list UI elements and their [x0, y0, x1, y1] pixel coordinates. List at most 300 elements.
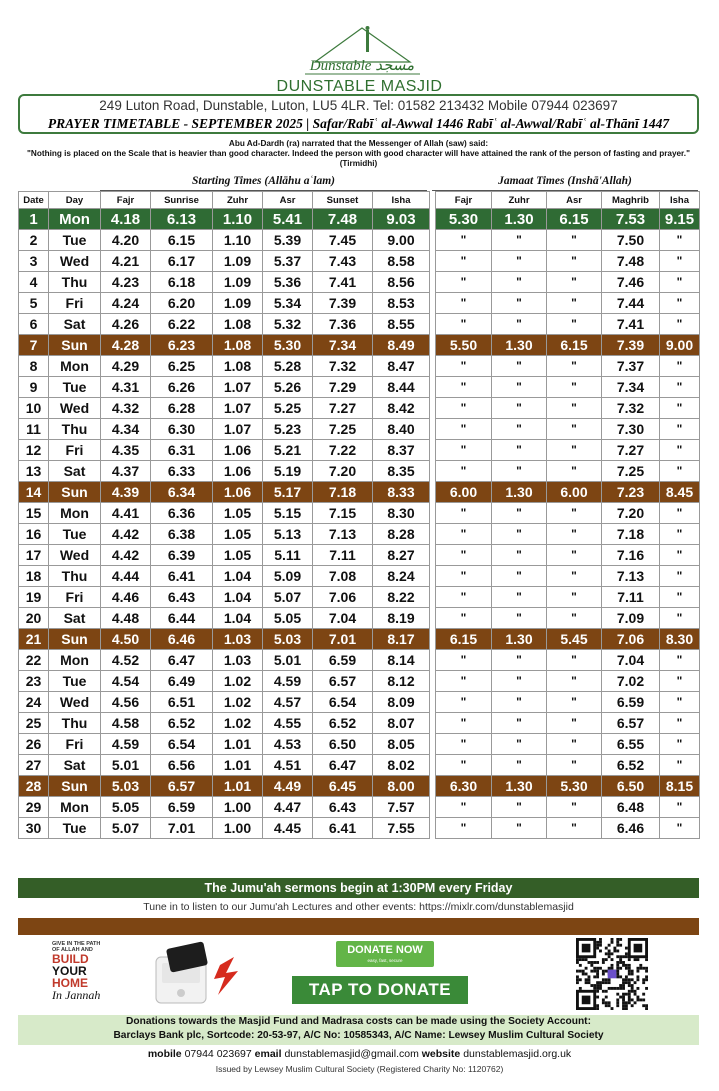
cell-j-zuhr: "	[492, 293, 547, 314]
cell-j-asr: "	[547, 545, 602, 566]
cell-asr: 5.28	[263, 356, 313, 377]
card-terminal-icon	[128, 939, 248, 1009]
cell-j-asr: "	[547, 251, 602, 272]
masjid-name: DUNSTABLE MASJID	[276, 78, 443, 95]
build-small-2: OF ALLAH AND	[52, 947, 93, 953]
cell-sunset: 7.27	[313, 398, 373, 419]
cell-j-fajr: "	[436, 230, 492, 251]
cell-day: Mon	[49, 356, 101, 377]
cell-asr: 5.39	[263, 230, 313, 251]
cell-asr: 5.37	[263, 251, 313, 272]
cell-isha: 8.33	[373, 482, 430, 503]
cell-sunrise: 6.26	[151, 377, 213, 398]
cell-asr: 5.25	[263, 398, 313, 419]
cell-zuhr: 1.08	[213, 335, 263, 356]
cell-zuhr: 1.04	[213, 587, 263, 608]
cell-j-isha: "	[660, 503, 700, 524]
cell-j-asr: "	[547, 314, 602, 335]
cell-j-maghrib: 7.37	[602, 356, 660, 377]
cell-day: Thu	[49, 713, 101, 734]
cell-sunset: 7.45	[313, 230, 373, 251]
cell-isha: 8.40	[373, 419, 430, 440]
table-row	[19, 503, 700, 524]
col-asr: Asr	[263, 192, 313, 209]
cell-j-fajr: "	[436, 293, 492, 314]
cell-day: Wed	[49, 398, 101, 419]
cell-fajr: 4.58	[101, 713, 151, 734]
cell-sunrise: 6.28	[151, 398, 213, 419]
cell-j-fajr: "	[436, 377, 492, 398]
cell-isha: 8.24	[373, 566, 430, 587]
cell-j-isha: "	[660, 356, 700, 377]
cell-fajr: 4.42	[101, 524, 151, 545]
cell-asr: 5.21	[263, 440, 313, 461]
cell-date: 6	[19, 314, 49, 335]
cell-j-isha: 8.30	[660, 629, 700, 650]
table-row	[19, 734, 700, 755]
cell-j-fajr: "	[436, 398, 492, 419]
cell-isha: 8.47	[373, 356, 430, 377]
cell-date: 30	[19, 818, 49, 839]
cell-j-isha: "	[660, 713, 700, 734]
cell-sunset: 6.45	[313, 776, 373, 797]
cell-j-asr: "	[547, 503, 602, 524]
cell-sunset: 7.43	[313, 251, 373, 272]
cell-sunrise: 6.23	[151, 335, 213, 356]
cell-j-fajr: 5.30	[436, 209, 492, 230]
cell-j-zuhr: "	[492, 797, 547, 818]
mosque-logo-icon	[300, 22, 425, 82]
cell-zuhr: 1.05	[213, 524, 263, 545]
cell-j-fajr: 6.00	[436, 482, 492, 503]
bank-account-info	[18, 1015, 699, 1045]
cell-sunset: 6.43	[313, 797, 373, 818]
cell-j-asr: "	[547, 818, 602, 839]
cell-j-isha: 8.15	[660, 776, 700, 797]
cell-sunset: 7.13	[313, 524, 373, 545]
cell-sunset: 7.36	[313, 314, 373, 335]
cell-date: 10	[19, 398, 49, 419]
col-date: Date	[19, 192, 49, 209]
cell-day: Fri	[49, 587, 101, 608]
cell-isha: 8.12	[373, 671, 430, 692]
cell-zuhr: 1.03	[213, 650, 263, 671]
cell-j-fajr: "	[436, 356, 492, 377]
cell-j-asr: "	[547, 755, 602, 776]
cell-j-isha: "	[660, 734, 700, 755]
cell-isha: 8.44	[373, 377, 430, 398]
cell-zuhr: 1.09	[213, 293, 263, 314]
cell-day: Sat	[49, 314, 101, 335]
cell-j-isha: "	[660, 545, 700, 566]
table-header-row	[19, 192, 700, 209]
cell-j-zuhr: "	[492, 440, 547, 461]
cell-j-isha: "	[660, 461, 700, 482]
cell-fajr: 4.31	[101, 377, 151, 398]
cell-day: Mon	[49, 650, 101, 671]
cell-zuhr: 1.02	[213, 692, 263, 713]
cell-asr: 4.47	[263, 797, 313, 818]
cell-zuhr: 1.01	[213, 734, 263, 755]
cell-j-fajr: "	[436, 587, 492, 608]
col-sunset: Sunset	[313, 192, 373, 209]
cell-j-maghrib: 7.06	[602, 629, 660, 650]
cell-j-zuhr: 1.30	[492, 335, 547, 356]
cell-asr: 4.49	[263, 776, 313, 797]
cell-j-asr: 6.00	[547, 482, 602, 503]
cell-sunset: 7.41	[313, 272, 373, 293]
cell-asr: 4.51	[263, 755, 313, 776]
col-jamaat-fajr: Fajr	[436, 192, 492, 209]
cell-zuhr: 1.02	[213, 713, 263, 734]
cell-j-zuhr: "	[492, 398, 547, 419]
cell-day: Sat	[49, 608, 101, 629]
cell-isha: 8.22	[373, 587, 430, 608]
cell-date: 23	[19, 671, 49, 692]
cell-isha: 8.58	[373, 251, 430, 272]
table-row	[19, 692, 700, 713]
masjid-logo	[300, 22, 425, 82]
cell-j-zuhr: "	[492, 251, 547, 272]
cell-j-asr: "	[547, 377, 602, 398]
cell-sunrise: 6.34	[151, 482, 213, 503]
cell-j-asr: "	[547, 356, 602, 377]
contact-line	[0, 1046, 719, 1062]
table-row	[19, 713, 700, 734]
cell-zuhr: 1.08	[213, 314, 263, 335]
cell-sunrise: 6.22	[151, 314, 213, 335]
qr-code-icon	[572, 938, 652, 1010]
cell-date: 9	[19, 377, 49, 398]
cell-isha: 7.57	[373, 797, 430, 818]
cell-zuhr: 1.10	[213, 209, 263, 230]
cell-j-fajr: "	[436, 545, 492, 566]
cell-zuhr: 1.07	[213, 398, 263, 419]
cell-j-isha: "	[660, 314, 700, 335]
cell-j-fajr: "	[436, 314, 492, 335]
cell-date: 24	[19, 692, 49, 713]
cell-j-asr: "	[547, 587, 602, 608]
table-row	[19, 293, 700, 314]
cell-isha: 8.28	[373, 524, 430, 545]
cell-zuhr: 1.04	[213, 566, 263, 587]
issued-by: Issued by Lewsey Muslim Cultural Society (Registered Charity No: 1120762)	[215, 1064, 504, 1074]
cell-zuhr: 1.10	[213, 230, 263, 251]
cell-j-maghrib: 7.25	[602, 461, 660, 482]
cell-asr: 4.45	[263, 818, 313, 839]
cell-j-fajr: 5.50	[436, 335, 492, 356]
col-jamaat-isha: Isha	[660, 192, 700, 209]
cell-zuhr: 1.01	[213, 776, 263, 797]
cell-fajr: 4.41	[101, 503, 151, 524]
table-row	[19, 209, 700, 230]
cell-j-maghrib: 7.30	[602, 419, 660, 440]
cell-j-fajr: 6.30	[436, 776, 492, 797]
cell-sunset: 7.11	[313, 545, 373, 566]
cell-j-zuhr: "	[492, 461, 547, 482]
cell-fajr: 4.42	[101, 545, 151, 566]
cell-sunset: 6.57	[313, 671, 373, 692]
timetable-title: PRAYER TIMETABLE - SEPTEMBER 2025 | Safar/Rabīʿ al-Awwal 1446 Rabīʿ al-Awwal/Rabīʿ al-Thānī 1447	[47, 116, 670, 131]
cell-day: Wed	[49, 251, 101, 272]
table-row	[19, 587, 700, 608]
cell-j-fajr: "	[436, 671, 492, 692]
your-word: YOUR	[52, 964, 87, 978]
cell-sunset: 6.59	[313, 650, 373, 671]
cell-fajr: 5.07	[101, 818, 151, 839]
cell-isha: 8.17	[373, 629, 430, 650]
cell-asr: 5.30	[263, 335, 313, 356]
cell-sunrise: 6.18	[151, 272, 213, 293]
cell-j-maghrib: 7.04	[602, 650, 660, 671]
cell-zuhr: 1.04	[213, 608, 263, 629]
cell-fajr: 4.35	[101, 440, 151, 461]
cell-day: Tue	[49, 671, 101, 692]
cell-sunrise: 6.49	[151, 671, 213, 692]
cell-isha: 8.42	[373, 398, 430, 419]
table-row	[19, 272, 700, 293]
cell-j-zuhr: "	[492, 671, 547, 692]
cell-j-asr: "	[547, 734, 602, 755]
cell-j-fajr: "	[436, 755, 492, 776]
cell-zuhr: 1.07	[213, 377, 263, 398]
cell-date: 3	[19, 251, 49, 272]
cell-isha: 8.05	[373, 734, 430, 755]
cell-day: Sat	[49, 461, 101, 482]
cell-j-zuhr: "	[492, 818, 547, 839]
cell-j-isha: "	[660, 272, 700, 293]
cell-date: 26	[19, 734, 49, 755]
cell-j-fajr: "	[436, 419, 492, 440]
cell-j-maghrib: 7.34	[602, 377, 660, 398]
table-row	[19, 482, 700, 503]
cell-sunrise: 6.15	[151, 230, 213, 251]
cell-j-maghrib: 6.59	[602, 692, 660, 713]
tap-to-donate-button: TAP TO DONATE	[292, 976, 468, 1004]
cell-date: 16	[19, 524, 49, 545]
cell-j-isha: "	[660, 608, 700, 629]
website-url: dunstablemasjid.org.uk	[463, 1048, 572, 1060]
cell-day: Sat	[49, 755, 101, 776]
table-row	[19, 230, 700, 251]
cell-j-asr: "	[547, 608, 602, 629]
cell-asr: 5.09	[263, 566, 313, 587]
cell-zuhr: 1.09	[213, 251, 263, 272]
cell-sunset: 7.15	[313, 503, 373, 524]
cell-j-maghrib: 7.09	[602, 608, 660, 629]
cell-asr: 5.19	[263, 461, 313, 482]
cell-fajr: 4.59	[101, 734, 151, 755]
cell-sunset: 7.32	[313, 356, 373, 377]
cell-sunset: 6.47	[313, 755, 373, 776]
table-row	[19, 314, 700, 335]
cell-isha: 9.00	[373, 230, 430, 251]
cell-zuhr: 1.06	[213, 461, 263, 482]
cell-date: 13	[19, 461, 49, 482]
cell-day: Sun	[49, 629, 101, 650]
website-label: website	[421, 1048, 461, 1060]
cell-j-asr: "	[547, 566, 602, 587]
cell-day: Fri	[49, 440, 101, 461]
cell-j-isha: "	[660, 671, 700, 692]
cell-sunset: 7.18	[313, 482, 373, 503]
cell-j-zuhr: "	[492, 608, 547, 629]
table-row	[19, 755, 700, 776]
cell-j-maghrib: 7.44	[602, 293, 660, 314]
cell-fajr: 5.01	[101, 755, 151, 776]
cell-asr: 5.11	[263, 545, 313, 566]
account-line-1: Donations towards the Masjid Fund and Madrasa costs can be made using the Society Account:	[126, 1016, 591, 1027]
cell-j-maghrib: 7.23	[602, 482, 660, 503]
cell-asr: 5.34	[263, 293, 313, 314]
cell-j-zuhr: "	[492, 566, 547, 587]
cell-day: Thu	[49, 272, 101, 293]
cell-sunrise: 6.39	[151, 545, 213, 566]
cell-asr: 5.36	[263, 272, 313, 293]
cell-isha: 8.09	[373, 692, 430, 713]
cell-j-asr: "	[547, 524, 602, 545]
cell-sunset: 7.48	[313, 209, 373, 230]
cell-j-maghrib: 7.48	[602, 251, 660, 272]
cell-j-isha: "	[660, 566, 700, 587]
build-word: BUILD	[52, 952, 89, 966]
cell-isha: 8.35	[373, 461, 430, 482]
cell-date: 14	[19, 482, 49, 503]
cell-zuhr: 1.06	[213, 482, 263, 503]
cell-date: 12	[19, 440, 49, 461]
col-zuhr: Zuhr	[213, 192, 263, 209]
cell-j-zuhr: "	[492, 755, 547, 776]
col-jamaat-zuhr: Zuhr	[492, 192, 547, 209]
cell-sunrise: 6.36	[151, 503, 213, 524]
table-row	[19, 650, 700, 671]
build-small-1: GIVE IN THE PATH	[52, 941, 101, 947]
divider-bar	[18, 918, 699, 935]
cell-asr: 5.26	[263, 377, 313, 398]
cell-date: 27	[19, 755, 49, 776]
cell-j-isha: "	[660, 692, 700, 713]
cell-sunset: 6.52	[313, 713, 373, 734]
cell-fajr: 4.50	[101, 629, 151, 650]
cell-j-isha: "	[660, 587, 700, 608]
cell-asr: 5.13	[263, 524, 313, 545]
cell-sunrise: 6.57	[151, 776, 213, 797]
cell-zuhr: 1.09	[213, 272, 263, 293]
cell-isha: 8.02	[373, 755, 430, 776]
cell-j-maghrib: 7.27	[602, 440, 660, 461]
cell-sunrise: 6.33	[151, 461, 213, 482]
cell-j-zuhr: "	[492, 587, 547, 608]
cell-j-fajr: "	[436, 251, 492, 272]
cell-isha: 8.30	[373, 503, 430, 524]
cell-j-maghrib: 7.39	[602, 335, 660, 356]
cell-j-zuhr: "	[492, 356, 547, 377]
cell-j-fajr: "	[436, 608, 492, 629]
cell-j-asr: "	[547, 419, 602, 440]
cell-j-zuhr: "	[492, 314, 547, 335]
cell-asr: 5.17	[263, 482, 313, 503]
cell-j-zuhr: "	[492, 545, 547, 566]
cell-j-maghrib: 7.53	[602, 209, 660, 230]
jannah-word: In Jannah	[52, 988, 101, 1002]
cell-j-isha: "	[660, 419, 700, 440]
table-row	[19, 776, 700, 797]
cell-j-asr: "	[547, 671, 602, 692]
cell-j-asr: 6.15	[547, 209, 602, 230]
cell-fajr: 4.28	[101, 335, 151, 356]
cell-j-fajr: "	[436, 566, 492, 587]
cell-fajr: 4.18	[101, 209, 151, 230]
cell-j-fajr: "	[436, 692, 492, 713]
cell-sunrise: 6.13	[151, 209, 213, 230]
cell-j-zuhr: "	[492, 419, 547, 440]
cell-j-maghrib: 7.11	[602, 587, 660, 608]
table-row	[19, 629, 700, 650]
cell-fajr: 4.29	[101, 356, 151, 377]
email-label: email	[254, 1048, 282, 1060]
prayer-timetable	[18, 191, 700, 839]
cell-sunset: 6.54	[313, 692, 373, 713]
cell-fajr: 4.52	[101, 650, 151, 671]
cell-sunrise: 6.17	[151, 251, 213, 272]
cell-sunrise: 6.44	[151, 608, 213, 629]
cell-j-isha: "	[660, 398, 700, 419]
info-box	[18, 94, 699, 134]
cell-fajr: 4.34	[101, 419, 151, 440]
cell-sunrise: 6.59	[151, 797, 213, 818]
cell-j-isha: "	[660, 524, 700, 545]
cell-date: 28	[19, 776, 49, 797]
cell-isha: 9.03	[373, 209, 430, 230]
cell-isha: 7.55	[373, 818, 430, 839]
cell-j-isha: "	[660, 818, 700, 839]
cell-sunset: 7.34	[313, 335, 373, 356]
cell-date: 17	[19, 545, 49, 566]
cell-date: 8	[19, 356, 49, 377]
cell-j-zuhr: "	[492, 377, 547, 398]
cell-day: Mon	[49, 503, 101, 524]
cell-date: 1	[19, 209, 49, 230]
table-row	[19, 797, 700, 818]
cell-day: Sun	[49, 482, 101, 503]
cell-day: Tue	[49, 230, 101, 251]
cell-day: Tue	[49, 377, 101, 398]
cell-date: 21	[19, 629, 49, 650]
table-row	[19, 545, 700, 566]
cell-isha: 8.55	[373, 314, 430, 335]
cell-j-maghrib: 7.18	[602, 524, 660, 545]
cell-j-asr: "	[547, 272, 602, 293]
jamaat-times-header: Jamaat Times (Inshā'Allah)	[432, 175, 698, 191]
cell-fajr: 4.24	[101, 293, 151, 314]
cell-j-asr: "	[547, 692, 602, 713]
cell-sunset: 7.01	[313, 629, 373, 650]
cell-sunset: 7.29	[313, 377, 373, 398]
cell-fajr: 4.46	[101, 587, 151, 608]
cell-j-isha: "	[660, 377, 700, 398]
donate-now-badge	[336, 941, 434, 967]
cell-j-asr: 5.30	[547, 776, 602, 797]
cell-j-zuhr: 1.30	[492, 629, 547, 650]
cell-date: 20	[19, 608, 49, 629]
donate-now-label: DONATE NOW	[347, 944, 423, 956]
cell-zuhr: 1.05	[213, 545, 263, 566]
cell-asr: 5.41	[263, 209, 313, 230]
cell-fajr: 4.32	[101, 398, 151, 419]
cell-fajr: 4.44	[101, 566, 151, 587]
cell-j-fajr: "	[436, 461, 492, 482]
cell-j-asr: "	[547, 398, 602, 419]
